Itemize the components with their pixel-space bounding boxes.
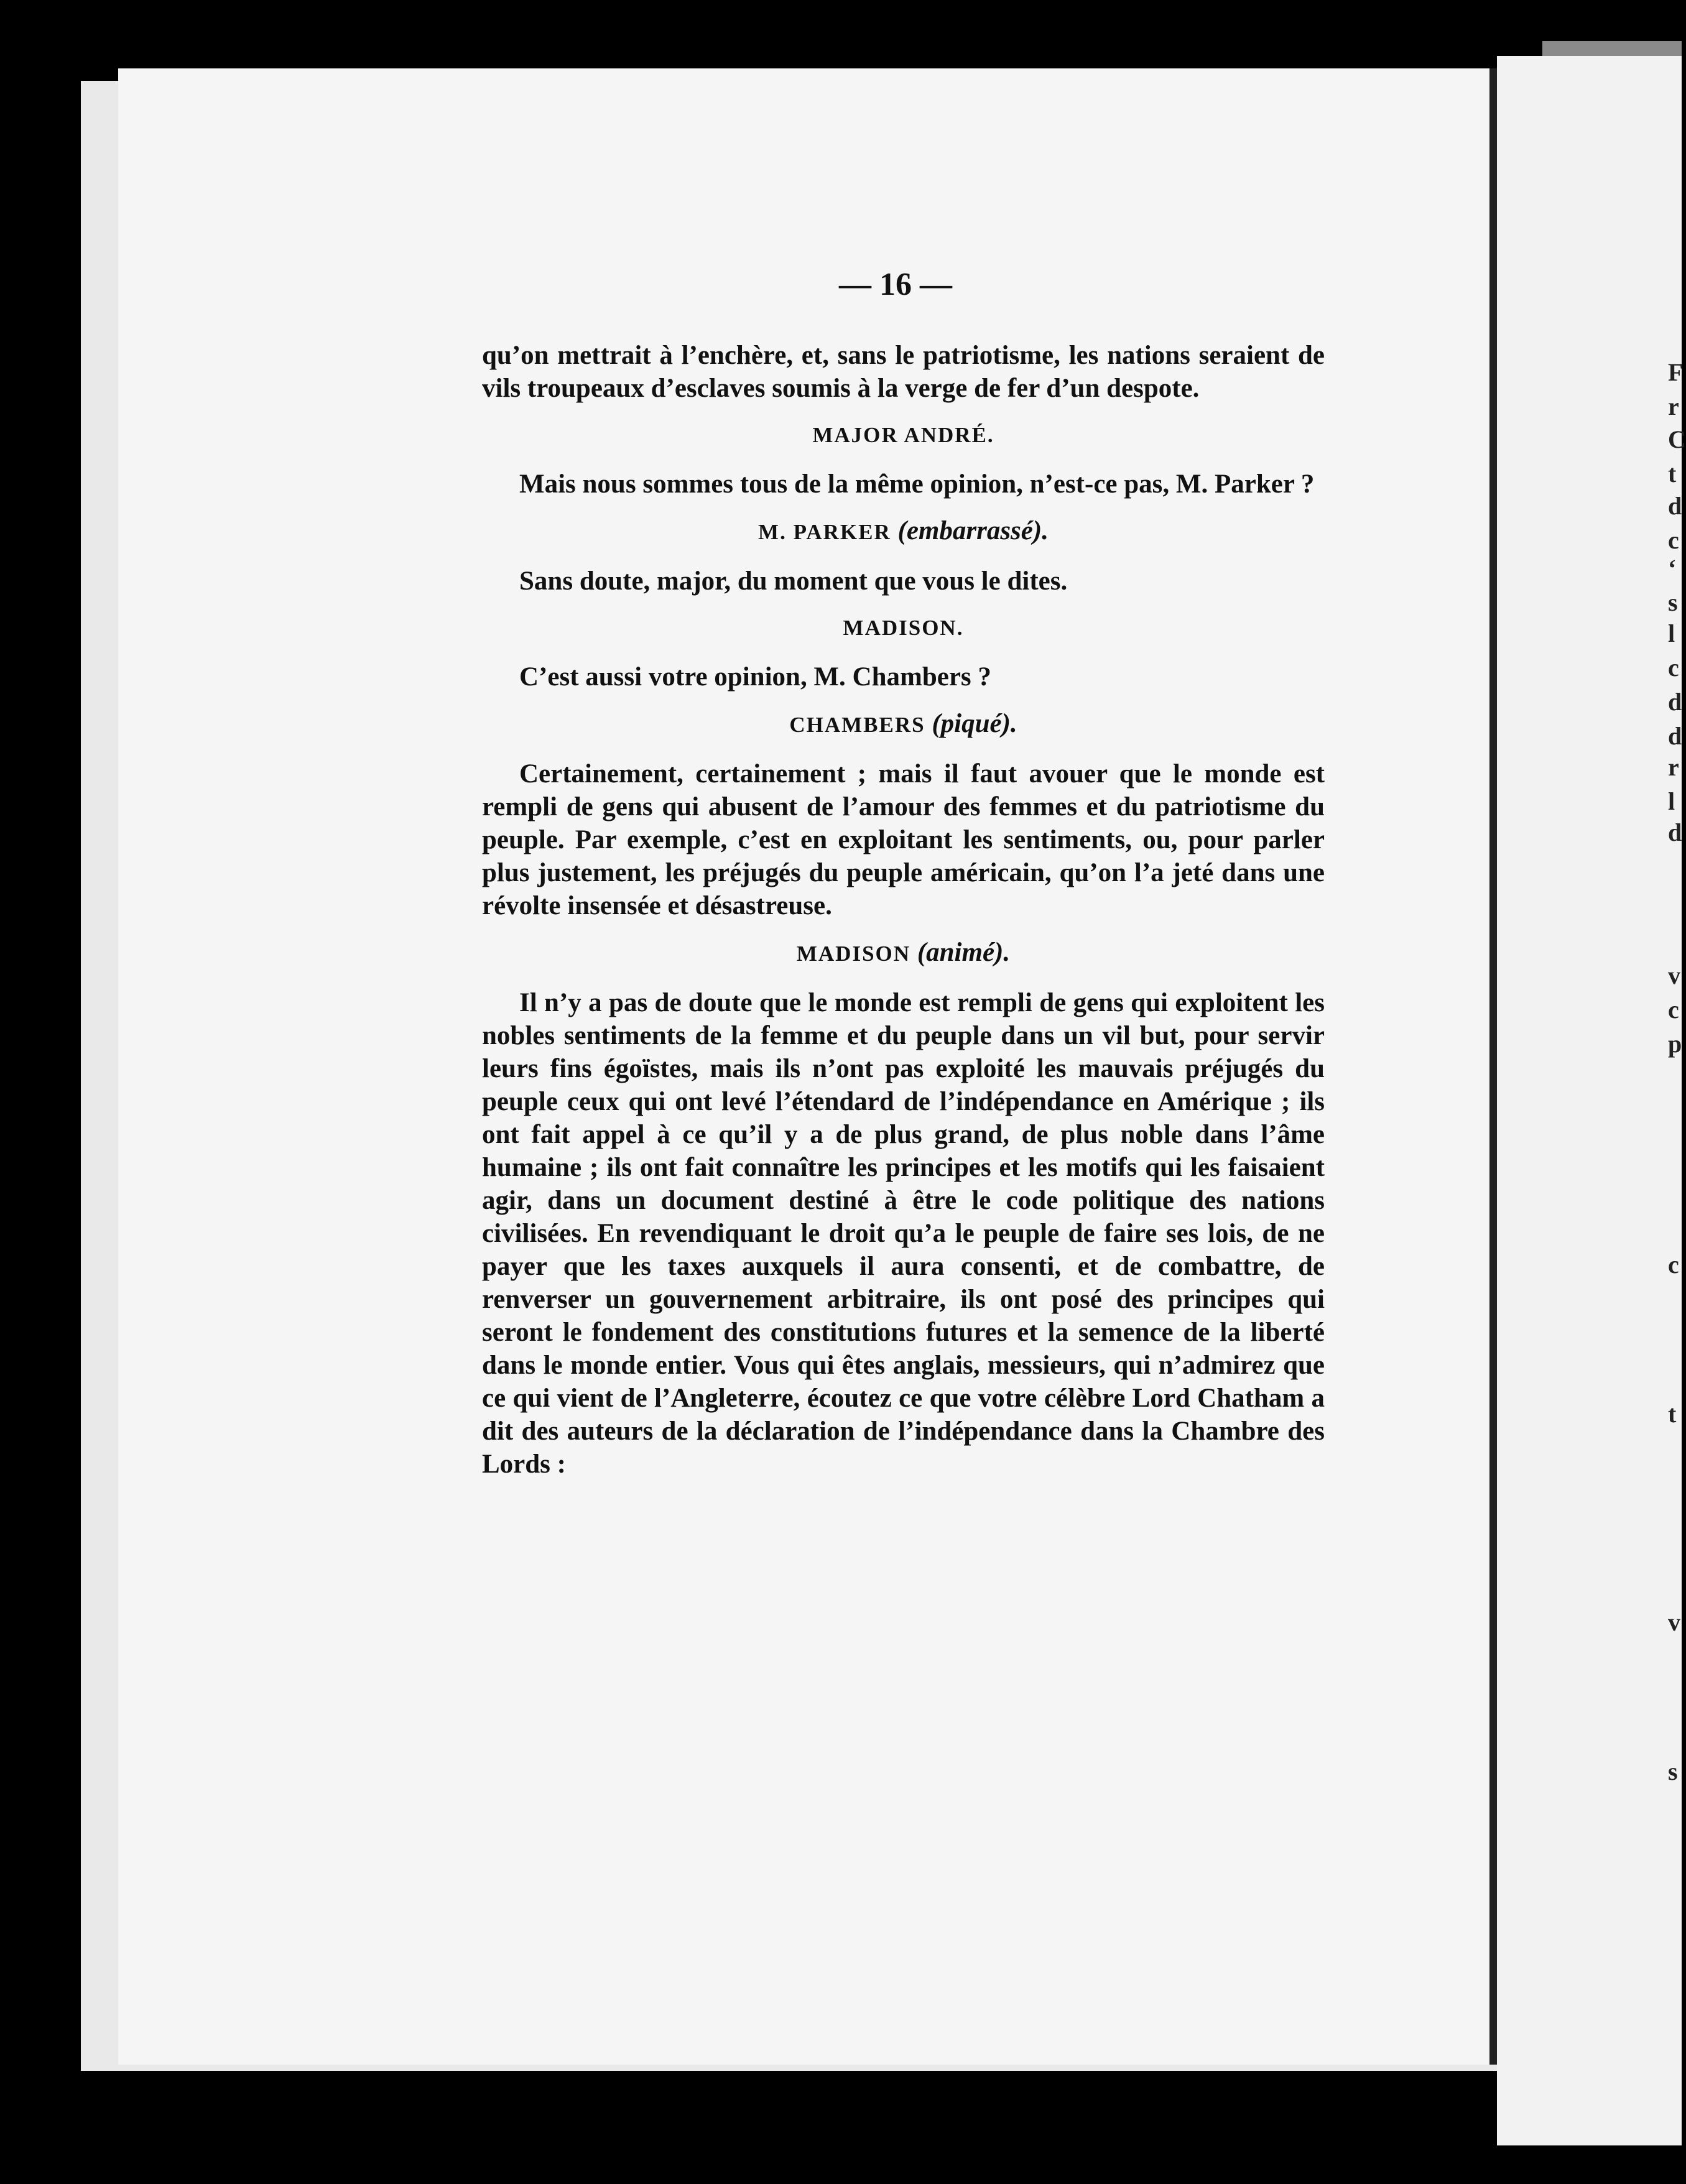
paragraph: Il n’y a pas de doute que le monde est rempli de gens qui exploitent les nobles sentiments de la femme et du peuple dans un vil but, pour servir leurs fins égoïstes, mais ils n’ont pas exploité les mauvais préjugés du peuple ceux qui ont levé l’étendard de l’indépendance en Amérique ; ils ont fait appel à ce qu’il y a de plus grand, de plus noble dans l’âme humaine ; ils ont fait connaître les principes et les motifs qui les faisaient agir, dans un document destiné à être le code politique des nations civilisées. En revendiquant le droit qu’a le peuple de faire ses lois, de ne payer que les taxes auxquels il aura consenti, et de combattre, de renverser un gouvernement arbitraire, ils ont posé des principes qui seront le fondement des constitutions futures et la semence de la liberté dans le monde entier. Vous qui êtes anglais, messieurs, qui n’admirez que ce qui vient de l’Angleterre, écoutez ce que votre célèbre Lord Chatham a dit des auteurs de la déclaration de l’indépendance dans la Chambre des Lords :	[482, 988, 1325, 1479]
speaker-name: MADISON.	[843, 616, 964, 640]
speaker-name: MADISON	[796, 942, 911, 966]
cropped-letter: r	[1668, 392, 1679, 420]
page-number: — 16 —	[839, 267, 952, 302]
cropped-letter: p	[1668, 1030, 1682, 1058]
cropped-letter: C	[1668, 425, 1686, 453]
paragraph: Certainement, certainement ; mais il faut avouer que le monde est rempli de gens qui abusent de l’amour des femmes et du patriotisme du peuple. Par exemple, c’est en exploitant les sentiments, ou, pour parler plus justement, les préjugés du peuple américain, qu’on l’a jeté dans une révolte insensée et désastreuse.	[482, 759, 1325, 920]
cropped-letter: l	[1668, 619, 1675, 647]
speaker-heading	[482, 707, 1325, 741]
paragraph: Sans doute, major, du moment que vous le dites.	[519, 567, 1068, 596]
cropped-letter: s	[1668, 1757, 1678, 1785]
cropped-letter: r	[1668, 753, 1679, 781]
speaker-name: MAJOR ANDRÉ.	[812, 423, 994, 447]
cropped-letter: d	[1668, 492, 1682, 520]
cropped-letter: v	[1668, 961, 1680, 989]
stage-direction: (piqué).	[932, 709, 1017, 738]
cropped-letter: c	[1668, 996, 1679, 1024]
cropped-letter: d	[1668, 722, 1682, 750]
stage-direction: (embarrassé).	[897, 516, 1049, 545]
cropped-letter: c	[1668, 654, 1679, 682]
speaker-name: CHAMBERS	[789, 713, 925, 737]
speaker-name: M. PARKER	[758, 520, 891, 544]
speaker-heading	[482, 419, 1325, 451]
page-body	[482, 339, 1325, 1481]
stage-direction: (animé).	[917, 938, 1011, 967]
cropped-letter: ‘	[1668, 554, 1677, 582]
book-gutter	[1489, 68, 1497, 2065]
cropped-letter: l	[1668, 787, 1675, 815]
paragraph: Mais nous sommes tous de la même opinion, n’est-ce pas, M. Parker ?	[519, 470, 1315, 499]
speaker-heading	[482, 611, 1325, 644]
cropped-letter: c	[1668, 1251, 1679, 1279]
cropped-letter: t	[1668, 1400, 1677, 1428]
cropped-letter: c	[1668, 526, 1679, 554]
cropped-letter: t	[1668, 460, 1677, 488]
cropped-letter: F	[1668, 358, 1684, 386]
speaker-heading	[482, 936, 1325, 970]
cropped-letter: d	[1668, 818, 1682, 846]
paragraph: qu’on mettrait à l’enchère, et, sans le patriotisme, les nations seraient de vils troupeaux d’esclaves soumis à la verge de fer d’un despote.	[482, 341, 1325, 403]
cropped-letter: v	[1668, 1608, 1680, 1636]
cropped-letter: s	[1668, 588, 1678, 616]
cropped-letter: d	[1668, 688, 1682, 716]
speaker-heading	[482, 514, 1325, 548]
paragraph: C’est aussi votre opinion, M. Chambers ?	[519, 662, 991, 692]
right-page	[1497, 56, 1682, 2145]
